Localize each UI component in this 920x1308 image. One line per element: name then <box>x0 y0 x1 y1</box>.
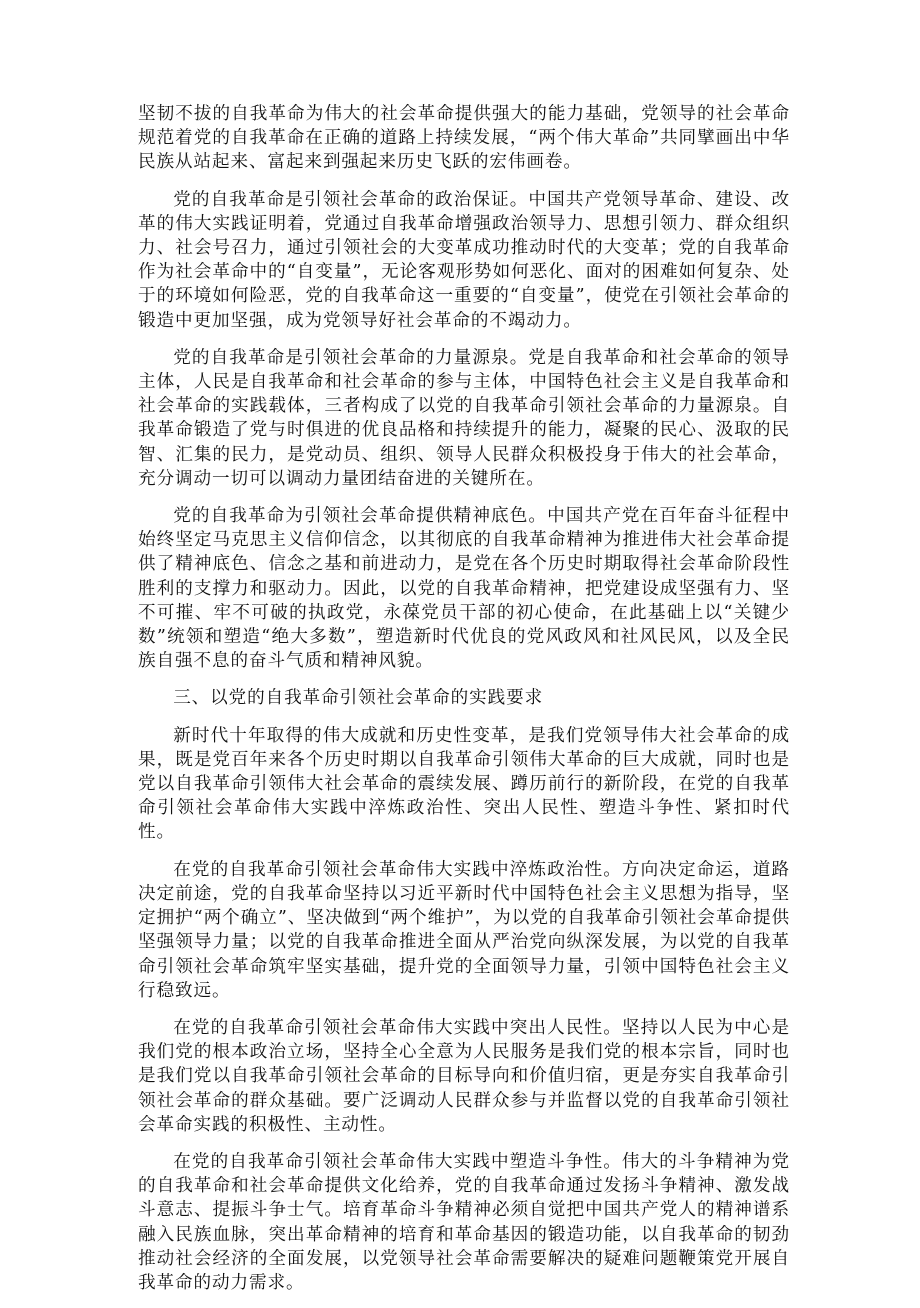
paragraph-people-nature: 在党的自我革命引领社会革命伟大实践中突出人民性。坚持以人民为中心是我们党的根本政治立场，坚持全心全意为人民服务是我们党的根本宗旨，同时也是我们党以自我革命引领社会革命的目标导向和价值归宿，更是夯实自我革命引领社会革命的群众基础。要广泛调动人民群众参与并监督以党的自我革命引领社会革命实践的积极性、主动性。 <box>138 1017 790 1135</box>
paragraph-struggle-nature: 在党的自我革命引领社会革命伟大实践中塑造斗争性。伟大的斗争精神为党的自我革命和社会革命提供文化给养，党的自我革命通过发扬斗争精神、激发战斗意志、提振斗争士气。培育革命斗争精神必须自觉把中国共产党人的精神谱系融入民族血脉，突出革命精神的培育和革命基因的锻造功能，以自我革命的韧劲推动社会经济的全面发展，以党领导社会革命需要解决的疑难问题鞭策党开展自我革命的动力需求。 <box>138 1151 790 1293</box>
paragraph-political-guarantee: 党的自我革命是引领社会革命的政治保证。中国共产党领导革命、建设、改革的伟大实践证明着，党通过自我革命增强政治领导力、思想引领力、群众组织力、社会号召力，通过引领社会的大变革成功推动时代的大变革；党的自我革命作为社会革命中的“自变量”，无论客观形势如何恶化、面对的困难如何复杂、处于的环境如何险恶，党的自我革命这一重要的“自变量”，使党在引领社会革命的锻造中更加坚强，成为党领导好社会革命的不竭动力。 <box>138 189 790 331</box>
paragraph-continuation: 坚韧不拔的自我革命为伟大的社会革命提供强大的能力基础，党领导的社会革命规范着党的自我革命在正确的道路上持续发展，“两个伟大革命”共同擘画出中华民族从站起来、富起来到强起来历史飞跃的宏伟画卷。 <box>138 104 790 173</box>
paragraph-spiritual-foundation: 党的自我革命为引领社会革命提供精神底色。中国共产党在百年奋斗征程中始终坚定马克思主义信仰信念，以其彻底的自我革命精神为推进伟大社会革命提供了精神底色、信念之基和前进动力，是党在各个历史时期取得社会革命阶段性胜利的支撑力和驱动力。因此，以党的自我革命精神，把党建设成坚强有力、坚不可摧、牢不可破的执政党，永葆党员干部的初心使命，在此基础上以“关键少数”统领和塑造“绝大多数”，塑造新时代优良的党风政风和社风民风，以及全民族自强不息的奋斗气质和精神风貌。 <box>138 506 790 672</box>
paragraph-new-era: 新时代十年取得的伟大成就和历史性变革，是我们党领导伟大社会革命的成果，既是党百年来各个历史时期以自我革命引领伟大革命的巨大成就，同时也是党以自我革命引领伟大社会革命的震续发展、蹲历前行的新阶段，在党的自我革命引领社会革命伟大实践中淬炼政治性、突出人民性、塑造斗争性、紧扣时代性。 <box>138 725 790 843</box>
paragraph-political-nature: 在党的自我革命引领社会革命伟大实践中淬炼政治性。方向决定命运，道路决定前途，党的自我革命坚持以习近平新时代中国特色社会主义思想为指导，坚定拥护“两个确立”、坚决做到“两个维护”，为以党的自我革命引领社会革命提供坚强领导力量；以党的自我革命推进全面从严治党向纵深发展，为以党的自我革命引领社会革命筑牢坚实基础，提升党的全面领导力量，引领中国特色社会主义行稳致远。 <box>138 859 790 1001</box>
document-page <box>138 102 790 1308</box>
section-heading: 三、以党的自我革命引领社会革命的实践要求 <box>173 688 544 709</box>
paragraph-source-of-strength: 党的自我革命是引领社会革命的力量源泉。党是自我革命和社会革命的领导主体，人民是自我革命和社会革命的参与主体，中国特色社会主义是自我革命和社会革命的实践载体，三者构成了以党的自我革命引领社会革命的力量源泉。自我革命锻造了党与时俱进的优良品格和持续提升的能力，凝聚的民心、汲取的民智、汇集的民力，是党动员、组织、领导人民群众积极投身于伟大的社会革命，充分调动一切可以调动力量团结奋进的关键所在。 <box>138 347 790 489</box>
